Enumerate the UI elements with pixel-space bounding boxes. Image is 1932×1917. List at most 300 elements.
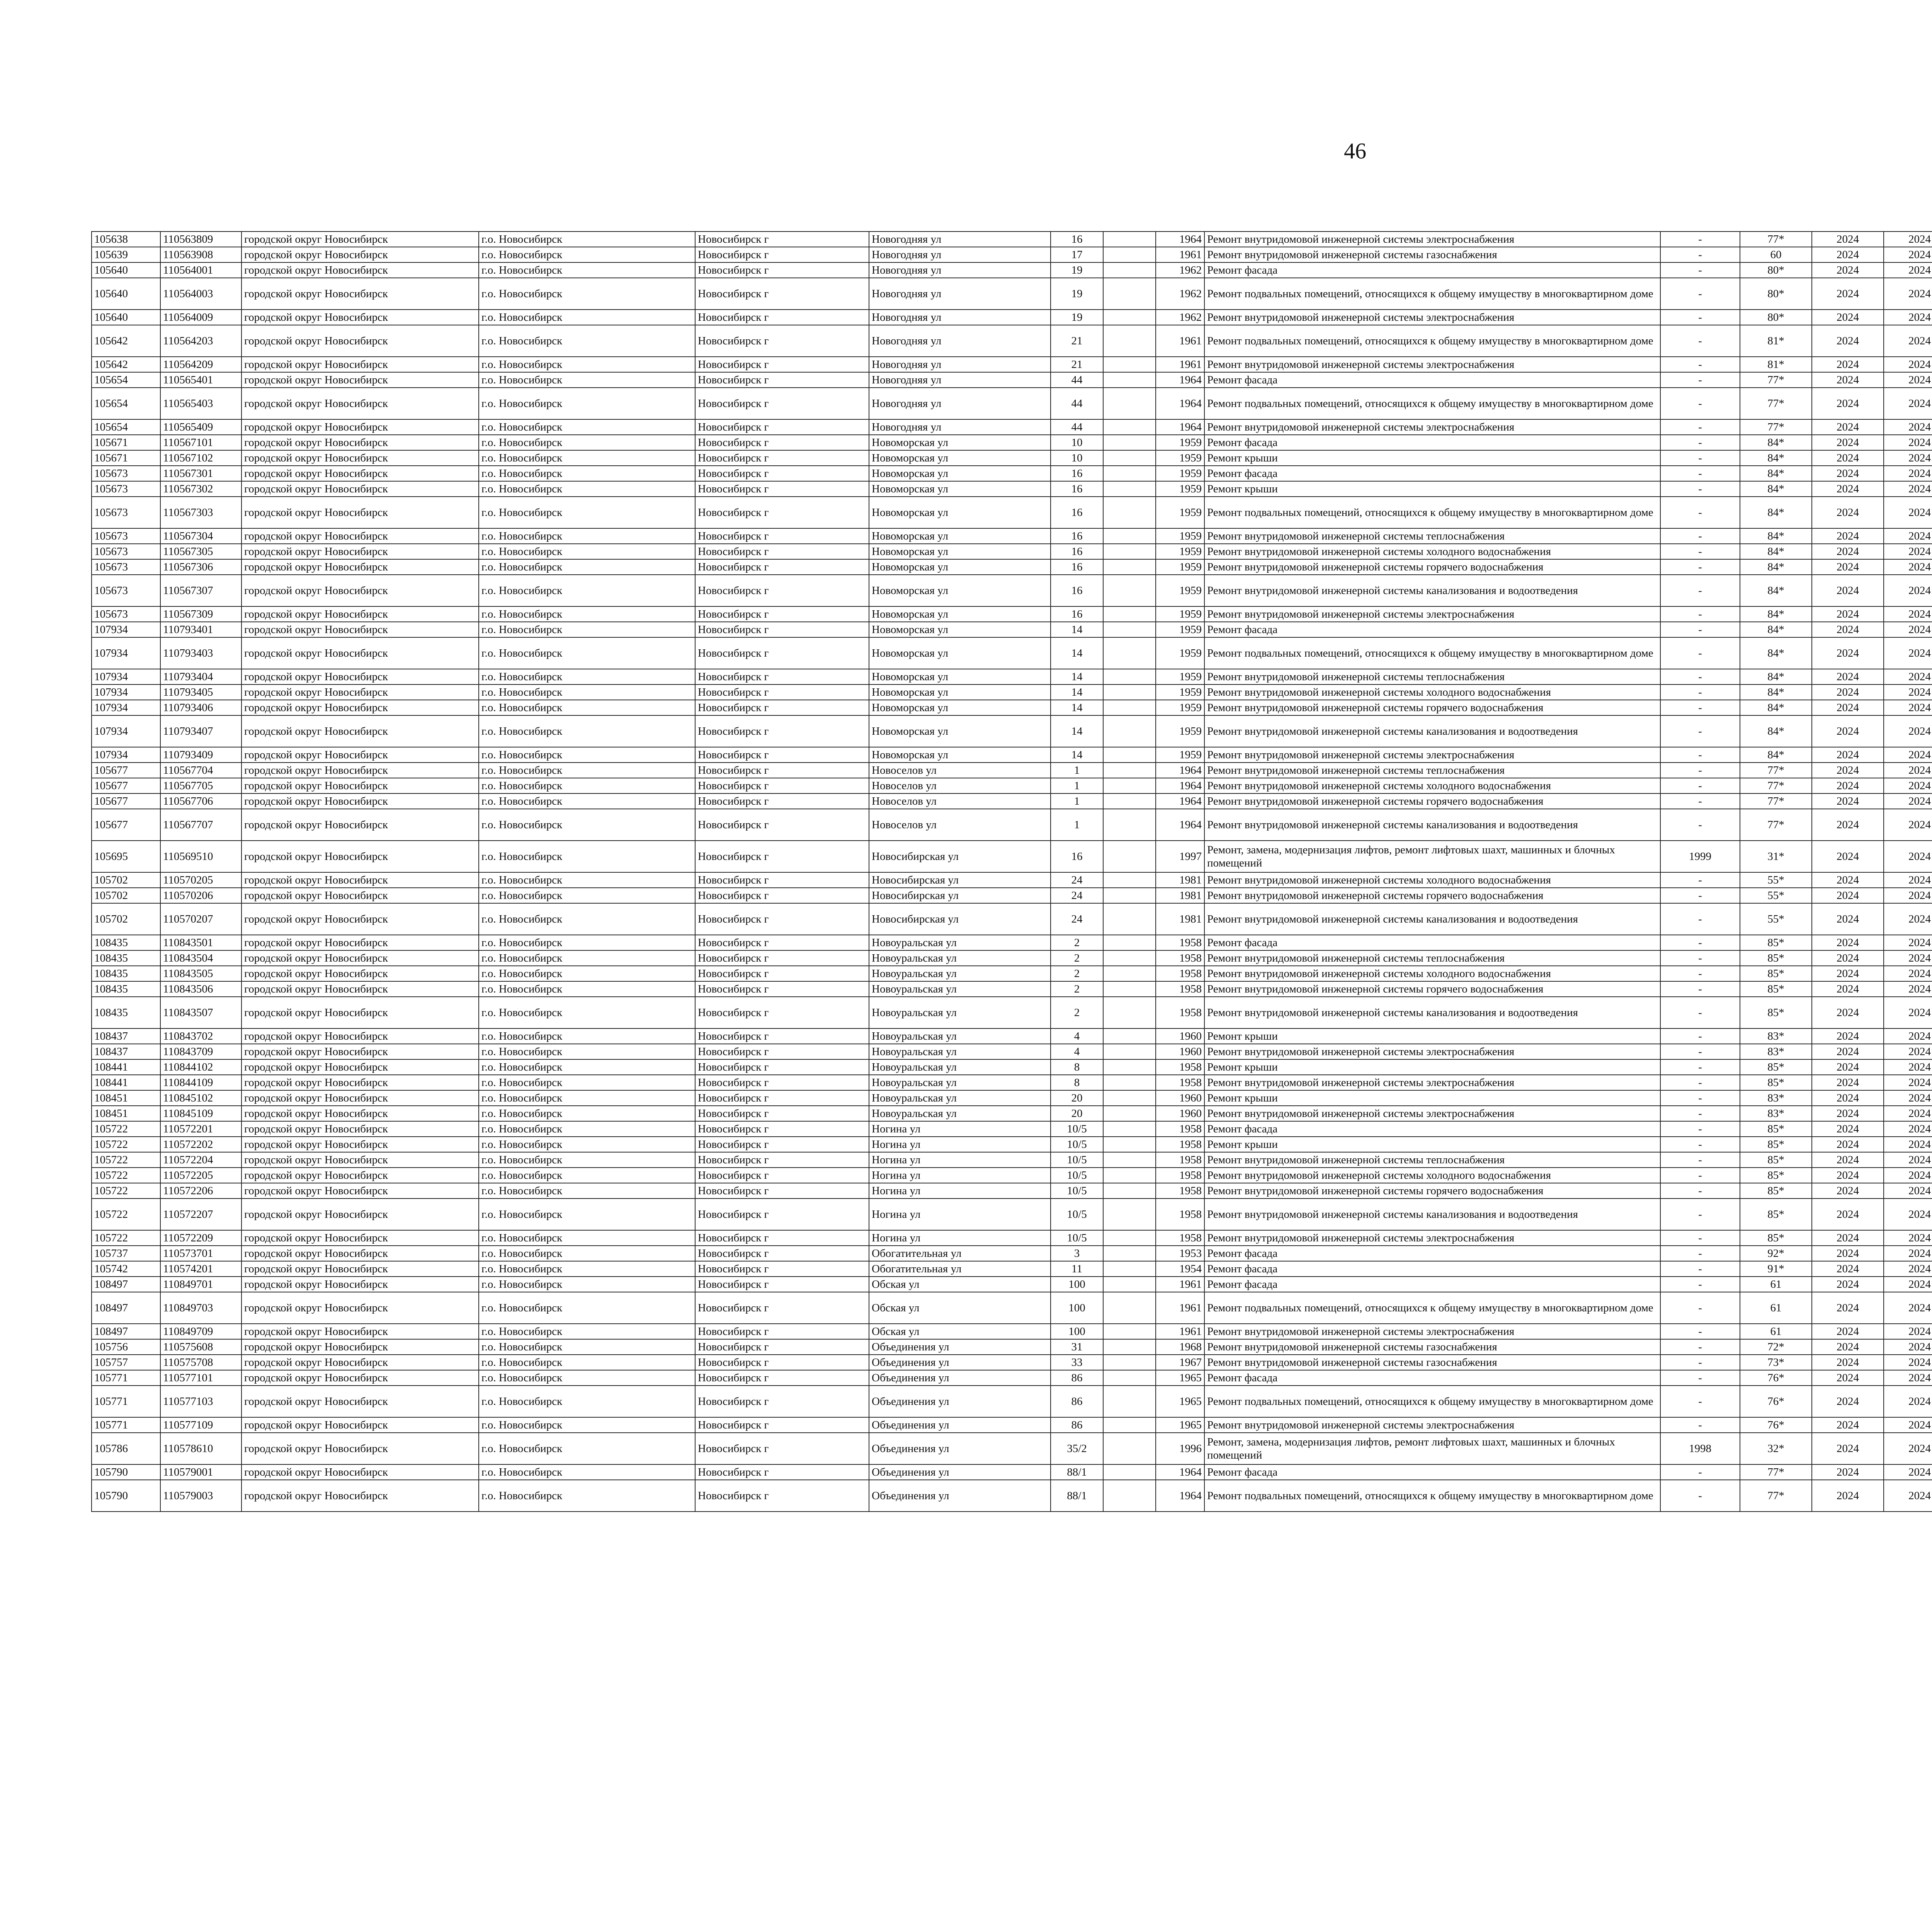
street-cell: Новоморская ул [869, 559, 1051, 575]
municipality-cell: городской округ Новосибирск [242, 684, 479, 700]
house-id-cell: 105722 [92, 1183, 160, 1199]
wear-percent-cell: 80* [1740, 310, 1812, 325]
city-cell: Новосибирск г [695, 247, 869, 262]
house-number-cell: 100 [1051, 1324, 1103, 1339]
building-cell [1103, 1464, 1156, 1480]
municipality-cell: городской округ Новосибирск [242, 1386, 479, 1417]
district-cell: г.о. Новосибирск [479, 1168, 695, 1183]
plan-end-year-cell: 2024 [1884, 1292, 1932, 1324]
plan-end-year-cell: 2024 [1884, 1075, 1932, 1090]
plan-start-year-cell: 2024 [1812, 357, 1884, 372]
work-id-cell: 110578610 [160, 1433, 242, 1464]
plan-start-year-cell: 2024 [1812, 1075, 1884, 1090]
work-id-cell: 110577101 [160, 1370, 242, 1386]
work-type-cell: Ремонт внутридомовой инженерной системы теплоснабжения [1204, 1152, 1660, 1168]
district-cell: г.о. Новосибирск [479, 1386, 695, 1417]
plan-start-year-cell: 2024 [1812, 1480, 1884, 1512]
plan-end-year-cell: 2024 [1884, 981, 1932, 997]
municipality-cell: городской округ Новосибирск [242, 1355, 479, 1370]
plan-end-year-cell: 2024 [1884, 559, 1932, 575]
house-id-cell: 108437 [92, 1044, 160, 1059]
build-year-cell: 1959 [1156, 715, 1204, 747]
building-cell [1103, 841, 1156, 872]
last-repair-year-cell: - [1660, 1230, 1740, 1246]
house-number-cell: 11 [1051, 1261, 1103, 1277]
plan-end-year-cell: 2024 [1884, 1106, 1932, 1121]
work-id-cell: 110793407 [160, 715, 242, 747]
table-row [92, 888, 1932, 903]
house-id-cell: 105640 [92, 278, 160, 310]
street-cell: Новоморская ул [869, 481, 1051, 497]
house-number-cell: 14 [1051, 700, 1103, 715]
table-row [92, 872, 1932, 888]
table-row [92, 684, 1932, 700]
house-number-cell: 2 [1051, 981, 1103, 997]
street-cell: Ногина ул [869, 1152, 1051, 1168]
plan-start-year-cell: 2024 [1812, 466, 1884, 481]
table-row [92, 981, 1932, 997]
house-number-cell: 2 [1051, 950, 1103, 966]
house-id-cell: 105673 [92, 466, 160, 481]
plan-end-year-cell: 2024 [1884, 966, 1932, 981]
city-cell: Новосибирск г [695, 278, 869, 310]
plan-end-year-cell: 2024 [1884, 1230, 1932, 1246]
wear-percent-cell: 85* [1740, 1121, 1812, 1137]
street-cell: Объединения ул [869, 1417, 1051, 1433]
plan-end-year-cell: 2024 [1884, 1121, 1932, 1137]
municipality-cell: городской округ Новосибирск [242, 903, 479, 935]
street-cell: Новогодняя ул [869, 232, 1051, 247]
build-year-cell: 1981 [1156, 888, 1204, 903]
wear-percent-cell: 83* [1740, 1106, 1812, 1121]
house-number-cell: 24 [1051, 903, 1103, 935]
wear-percent-cell: 77* [1740, 1464, 1812, 1480]
district-cell: г.о. Новосибирск [479, 247, 695, 262]
work-id-cell: 110567101 [160, 435, 242, 450]
wear-percent-cell: 85* [1740, 1137, 1812, 1152]
build-year-cell: 1958 [1156, 1168, 1204, 1183]
work-id-cell: 110567306 [160, 559, 242, 575]
build-year-cell: 1981 [1156, 903, 1204, 935]
house-id-cell: 105677 [92, 778, 160, 793]
plan-start-year-cell: 2024 [1812, 450, 1884, 466]
wear-percent-cell: 61 [1740, 1292, 1812, 1324]
last-repair-year-cell: - [1660, 357, 1740, 372]
plan-start-year-cell: 2024 [1812, 262, 1884, 278]
house-number-cell: 44 [1051, 419, 1103, 435]
plan-end-year-cell: 2024 [1884, 262, 1932, 278]
street-cell: Новоморская ул [869, 435, 1051, 450]
table-row [92, 935, 1932, 950]
building-cell [1103, 622, 1156, 637]
work-type-cell: Ремонт внутридомовой инженерной системы теплоснабжения [1204, 528, 1660, 544]
house-number-cell: 24 [1051, 888, 1103, 903]
plan-start-year-cell: 2024 [1812, 1183, 1884, 1199]
wear-percent-cell: 92* [1740, 1246, 1812, 1261]
district-cell: г.о. Новосибирск [479, 262, 695, 278]
district-cell: г.о. Новосибирск [479, 559, 695, 575]
last-repair-year-cell: - [1660, 481, 1740, 497]
plan-end-year-cell: 2024 [1884, 1261, 1932, 1277]
plan-end-year-cell: 2024 [1884, 497, 1932, 528]
municipality-cell: городской округ Новосибирск [242, 435, 479, 450]
plan-start-year-cell: 2024 [1812, 872, 1884, 888]
plan-end-year-cell: 2024 [1884, 1028, 1932, 1044]
build-year-cell: 1997 [1156, 841, 1204, 872]
municipality-cell: городской округ Новосибирск [242, 1246, 479, 1261]
last-repair-year-cell: - [1660, 872, 1740, 888]
build-year-cell: 1961 [1156, 247, 1204, 262]
street-cell: Новосибирская ул [869, 872, 1051, 888]
city-cell: Новосибирск г [695, 1168, 869, 1183]
district-cell: г.о. Новосибирск [479, 669, 695, 684]
city-cell: Новосибирск г [695, 325, 869, 357]
wear-percent-cell: 80* [1740, 278, 1812, 310]
wear-percent-cell: 61 [1740, 1324, 1812, 1339]
plan-end-year-cell: 2024 [1884, 466, 1932, 481]
plan-start-year-cell: 2024 [1812, 637, 1884, 669]
district-cell: г.о. Новосибирск [479, 1417, 695, 1433]
city-cell: Новосибирск г [695, 497, 869, 528]
last-repair-year-cell: - [1660, 559, 1740, 575]
work-id-cell: 110843504 [160, 950, 242, 966]
work-id-cell: 110574201 [160, 1261, 242, 1277]
wear-percent-cell: 76* [1740, 1417, 1812, 1433]
table-row [92, 325, 1932, 357]
table-row [92, 1106, 1932, 1121]
work-id-cell: 110572201 [160, 1121, 242, 1137]
build-year-cell: 1958 [1156, 950, 1204, 966]
wear-percent-cell: 85* [1740, 1168, 1812, 1183]
district-cell: г.о. Новосибирск [479, 388, 695, 419]
wear-percent-cell: 55* [1740, 872, 1812, 888]
wear-percent-cell: 77* [1740, 793, 1812, 809]
street-cell: Ногина ул [869, 1168, 1051, 1183]
table-row [92, 1152, 1932, 1168]
house-number-cell: 8 [1051, 1075, 1103, 1090]
municipality-cell: городской округ Новосибирск [242, 1324, 479, 1339]
work-type-cell: Ремонт внутридомовой инженерной системы электроснабжения [1204, 357, 1660, 372]
house-id-cell: 108441 [92, 1075, 160, 1090]
municipality-cell: городской округ Новосибирск [242, 1106, 479, 1121]
building-cell [1103, 1028, 1156, 1044]
building-cell [1103, 1246, 1156, 1261]
plan-end-year-cell: 2024 [1884, 278, 1932, 310]
wear-percent-cell: 84* [1740, 575, 1812, 606]
building-cell [1103, 778, 1156, 793]
work-id-cell: 110843709 [160, 1044, 242, 1059]
plan-start-year-cell: 2024 [1812, 1386, 1884, 1417]
district-cell: г.о. Новосибирск [479, 481, 695, 497]
table-row [92, 372, 1932, 388]
plan-start-year-cell: 2024 [1812, 497, 1884, 528]
plan-end-year-cell: 2024 [1884, 872, 1932, 888]
work-id-cell: 110565401 [160, 372, 242, 388]
city-cell: Новосибирск г [695, 1230, 869, 1246]
build-year-cell: 1960 [1156, 1028, 1204, 1044]
table-row [92, 435, 1932, 450]
district-cell: г.о. Новосибирск [479, 1464, 695, 1480]
table-row [92, 700, 1932, 715]
house-number-cell: 10 [1051, 435, 1103, 450]
work-type-cell: Ремонт подвальных помещений, относящихся к общему имуществу в многоквартирном доме [1204, 388, 1660, 419]
district-cell: г.о. Новосибирск [479, 325, 695, 357]
plan-start-year-cell: 2024 [1812, 1044, 1884, 1059]
city-cell: Новосибирск г [695, 606, 869, 622]
district-cell: г.о. Новосибирск [479, 950, 695, 966]
last-repair-year-cell: - [1660, 1292, 1740, 1324]
city-cell: Новосибирск г [695, 450, 869, 466]
build-year-cell: 1959 [1156, 481, 1204, 497]
building-cell [1103, 606, 1156, 622]
municipality-cell: городской округ Новосибирск [242, 450, 479, 466]
plan-start-year-cell: 2024 [1812, 481, 1884, 497]
build-year-cell: 1964 [1156, 372, 1204, 388]
street-cell: Новогодняя ул [869, 419, 1051, 435]
last-repair-year-cell: - [1660, 1075, 1740, 1090]
work-id-cell: 110570206 [160, 888, 242, 903]
plan-end-year-cell: 2024 [1884, 809, 1932, 841]
house-id-cell: 108435 [92, 935, 160, 950]
last-repair-year-cell: - [1660, 1199, 1740, 1230]
last-repair-year-cell: - [1660, 1090, 1740, 1106]
table-row [92, 669, 1932, 684]
house-id-cell: 105673 [92, 606, 160, 622]
work-id-cell: 110844102 [160, 1059, 242, 1075]
city-cell: Новосибирск г [695, 1152, 869, 1168]
plan-end-year-cell: 2024 [1884, 778, 1932, 793]
build-year-cell: 1959 [1156, 684, 1204, 700]
build-year-cell: 1996 [1156, 1433, 1204, 1464]
municipality-cell: городской округ Новосибирск [242, 778, 479, 793]
building-cell [1103, 1059, 1156, 1075]
house-id-cell: 105654 [92, 388, 160, 419]
house-number-cell: 33 [1051, 1355, 1103, 1370]
building-cell [1103, 684, 1156, 700]
last-repair-year-cell: - [1660, 310, 1740, 325]
plan-start-year-cell: 2024 [1812, 966, 1884, 981]
work-id-cell: 110849709 [160, 1324, 242, 1339]
house-number-cell: 86 [1051, 1370, 1103, 1386]
work-type-cell: Ремонт крыши [1204, 450, 1660, 466]
house-number-cell: 10 [1051, 450, 1103, 466]
street-cell: Обская ул [869, 1277, 1051, 1292]
work-type-cell: Ремонт внутридомовой инженерной системы канализования и водоотведения [1204, 809, 1660, 841]
work-id-cell: 110575708 [160, 1355, 242, 1370]
plan-start-year-cell: 2024 [1812, 997, 1884, 1028]
municipality-cell: городской округ Новосибирск [242, 262, 479, 278]
work-type-cell: Ремонт внутридомовой инженерной системы электроснабжения [1204, 1230, 1660, 1246]
table-row [92, 232, 1932, 247]
work-type-cell: Ремонт подвальных помещений, относящихся к общему имуществу в многоквартирном доме [1204, 1480, 1660, 1512]
plan-start-year-cell: 2024 [1812, 1028, 1884, 1044]
last-repair-year-cell: - [1660, 497, 1740, 528]
plan-end-year-cell: 2024 [1884, 888, 1932, 903]
house-id-cell: 105790 [92, 1464, 160, 1480]
plan-start-year-cell: 2024 [1812, 1355, 1884, 1370]
wear-percent-cell: 84* [1740, 481, 1812, 497]
municipality-cell: городской округ Новосибирск [242, 559, 479, 575]
city-cell: Новосибирск г [695, 1277, 869, 1292]
street-cell: Новоморская ул [869, 622, 1051, 637]
district-cell: г.о. Новосибирск [479, 997, 695, 1028]
building-cell [1103, 388, 1156, 419]
work-id-cell: 110845102 [160, 1090, 242, 1106]
table-row [92, 450, 1932, 466]
plan-start-year-cell: 2024 [1812, 669, 1884, 684]
build-year-cell: 1958 [1156, 1075, 1204, 1090]
work-type-cell: Ремонт фасада [1204, 262, 1660, 278]
last-repair-year-cell: - [1660, 935, 1740, 950]
street-cell: Обогатительная ул [869, 1261, 1051, 1277]
last-repair-year-cell: - [1660, 637, 1740, 669]
work-type-cell: Ремонт подвальных помещений, относящихся к общему имуществу в многоквартирном доме [1204, 637, 1660, 669]
table-row [92, 606, 1932, 622]
build-year-cell: 1965 [1156, 1386, 1204, 1417]
house-number-cell: 1 [1051, 809, 1103, 841]
last-repair-year-cell: - [1660, 544, 1740, 559]
house-number-cell: 4 [1051, 1028, 1103, 1044]
building-cell [1103, 1183, 1156, 1199]
city-cell: Новосибирск г [695, 793, 869, 809]
table-row [92, 1028, 1932, 1044]
work-id-cell: 110570207 [160, 903, 242, 935]
table-row [92, 997, 1932, 1028]
table-row [92, 310, 1932, 325]
table-row [92, 278, 1932, 310]
building-cell [1103, 1277, 1156, 1292]
building-cell [1103, 747, 1156, 763]
house-number-cell: 10/5 [1051, 1230, 1103, 1246]
house-id-cell: 107934 [92, 622, 160, 637]
work-id-cell: 110793403 [160, 637, 242, 669]
street-cell: Объединения ул [869, 1433, 1051, 1464]
wear-percent-cell: 85* [1740, 966, 1812, 981]
municipality-cell: городской округ Новосибирск [242, 622, 479, 637]
wear-percent-cell: 77* [1740, 1480, 1812, 1512]
work-id-cell: 110844109 [160, 1075, 242, 1090]
street-cell: Новоморская ул [869, 684, 1051, 700]
table-row [92, 1246, 1932, 1261]
work-type-cell: Ремонт внутридомовой инженерной системы электроснабжения [1204, 310, 1660, 325]
work-id-cell: 110793406 [160, 700, 242, 715]
house-number-cell: 14 [1051, 747, 1103, 763]
work-type-cell: Ремонт внутридомовой инженерной системы теплоснабжения [1204, 763, 1660, 778]
work-id-cell: 110564203 [160, 325, 242, 357]
house-number-cell: 16 [1051, 559, 1103, 575]
table-row [92, 497, 1932, 528]
table-row [92, 793, 1932, 809]
wear-percent-cell: 85* [1740, 1183, 1812, 1199]
table-row [92, 763, 1932, 778]
building-cell [1103, 1075, 1156, 1090]
build-year-cell: 1964 [1156, 419, 1204, 435]
city-cell: Новосибирск г [695, 888, 869, 903]
city-cell: Новосибирск г [695, 1292, 869, 1324]
wear-percent-cell: 77* [1740, 232, 1812, 247]
work-type-cell: Ремонт внутридомовой инженерной системы холодного водоснабжения [1204, 1168, 1660, 1183]
house-id-cell: 105677 [92, 793, 160, 809]
build-year-cell: 1958 [1156, 1137, 1204, 1152]
municipality-cell: городской округ Новосибирск [242, 232, 479, 247]
wear-percent-cell: 84* [1740, 606, 1812, 622]
table-row [92, 1386, 1932, 1417]
plan-end-year-cell: 2024 [1884, 310, 1932, 325]
house-id-cell: 108435 [92, 966, 160, 981]
work-type-cell: Ремонт внутридомовой инженерной системы холодного водоснабжения [1204, 966, 1660, 981]
work-type-cell: Ремонт внутридомовой инженерной системы холодного водоснабжения [1204, 684, 1660, 700]
last-repair-year-cell: - [1660, 997, 1740, 1028]
plan-end-year-cell: 2024 [1884, 1246, 1932, 1261]
plan-start-year-cell: 2024 [1812, 1370, 1884, 1386]
municipality-cell: городской округ Новосибирск [242, 575, 479, 606]
house-id-cell: 105677 [92, 809, 160, 841]
house-number-cell: 10/5 [1051, 1168, 1103, 1183]
wear-percent-cell: 80* [1740, 262, 1812, 278]
municipality-cell: городской округ Новосибирск [242, 1370, 479, 1386]
table-row [92, 544, 1932, 559]
city-cell: Новосибирск г [695, 372, 869, 388]
last-repair-year-cell: - [1660, 950, 1740, 966]
municipality-cell: городской округ Новосибирск [242, 466, 479, 481]
last-repair-year-cell: - [1660, 1480, 1740, 1512]
municipality-cell: городской округ Новосибирск [242, 1464, 479, 1480]
last-repair-year-cell: - [1660, 1355, 1740, 1370]
street-cell: Новогодняя ул [869, 278, 1051, 310]
plan-end-year-cell: 2024 [1884, 763, 1932, 778]
plan-start-year-cell: 2024 [1812, 372, 1884, 388]
building-cell [1103, 1480, 1156, 1512]
plan-end-year-cell: 2024 [1884, 1059, 1932, 1075]
build-year-cell: 1959 [1156, 622, 1204, 637]
building-cell [1103, 669, 1156, 684]
build-year-cell: 1958 [1156, 935, 1204, 950]
table-row [92, 841, 1932, 872]
plan-end-year-cell: 2024 [1884, 1339, 1932, 1355]
work-type-cell: Ремонт крыши [1204, 1090, 1660, 1106]
district-cell: г.о. Новосибирск [479, 466, 695, 481]
wear-percent-cell: 77* [1740, 419, 1812, 435]
house-id-cell: 105722 [92, 1137, 160, 1152]
plan-end-year-cell: 2024 [1884, 1386, 1932, 1417]
work-type-cell: Ремонт фасада [1204, 435, 1660, 450]
municipality-cell: городской округ Новосибирск [242, 1121, 479, 1137]
street-cell: Ногина ул [869, 1121, 1051, 1137]
build-year-cell: 1959 [1156, 528, 1204, 544]
house-id-cell: 105722 [92, 1121, 160, 1137]
building-cell [1103, 1370, 1156, 1386]
house-number-cell: 2 [1051, 935, 1103, 950]
street-cell: Новоморская ул [869, 700, 1051, 715]
last-repair-year-cell: - [1660, 903, 1740, 935]
work-type-cell: Ремонт крыши [1204, 481, 1660, 497]
plan-end-year-cell: 2024 [1884, 747, 1932, 763]
build-year-cell: 1981 [1156, 872, 1204, 888]
city-cell: Новосибирск г [695, 1417, 869, 1433]
table-row [92, 357, 1932, 372]
street-cell: Новоуральская ул [869, 950, 1051, 966]
plan-start-year-cell: 2024 [1812, 575, 1884, 606]
municipality-cell: городской округ Новосибирск [242, 700, 479, 715]
work-type-cell: Ремонт фасада [1204, 1261, 1660, 1277]
building-cell [1103, 966, 1156, 981]
street-cell: Новоморская ул [869, 606, 1051, 622]
house-number-cell: 10/5 [1051, 1152, 1103, 1168]
plan-end-year-cell: 2024 [1884, 997, 1932, 1028]
building-cell [1103, 637, 1156, 669]
house-number-cell: 88/1 [1051, 1480, 1103, 1512]
district-cell: г.о. Новосибирск [479, 841, 695, 872]
